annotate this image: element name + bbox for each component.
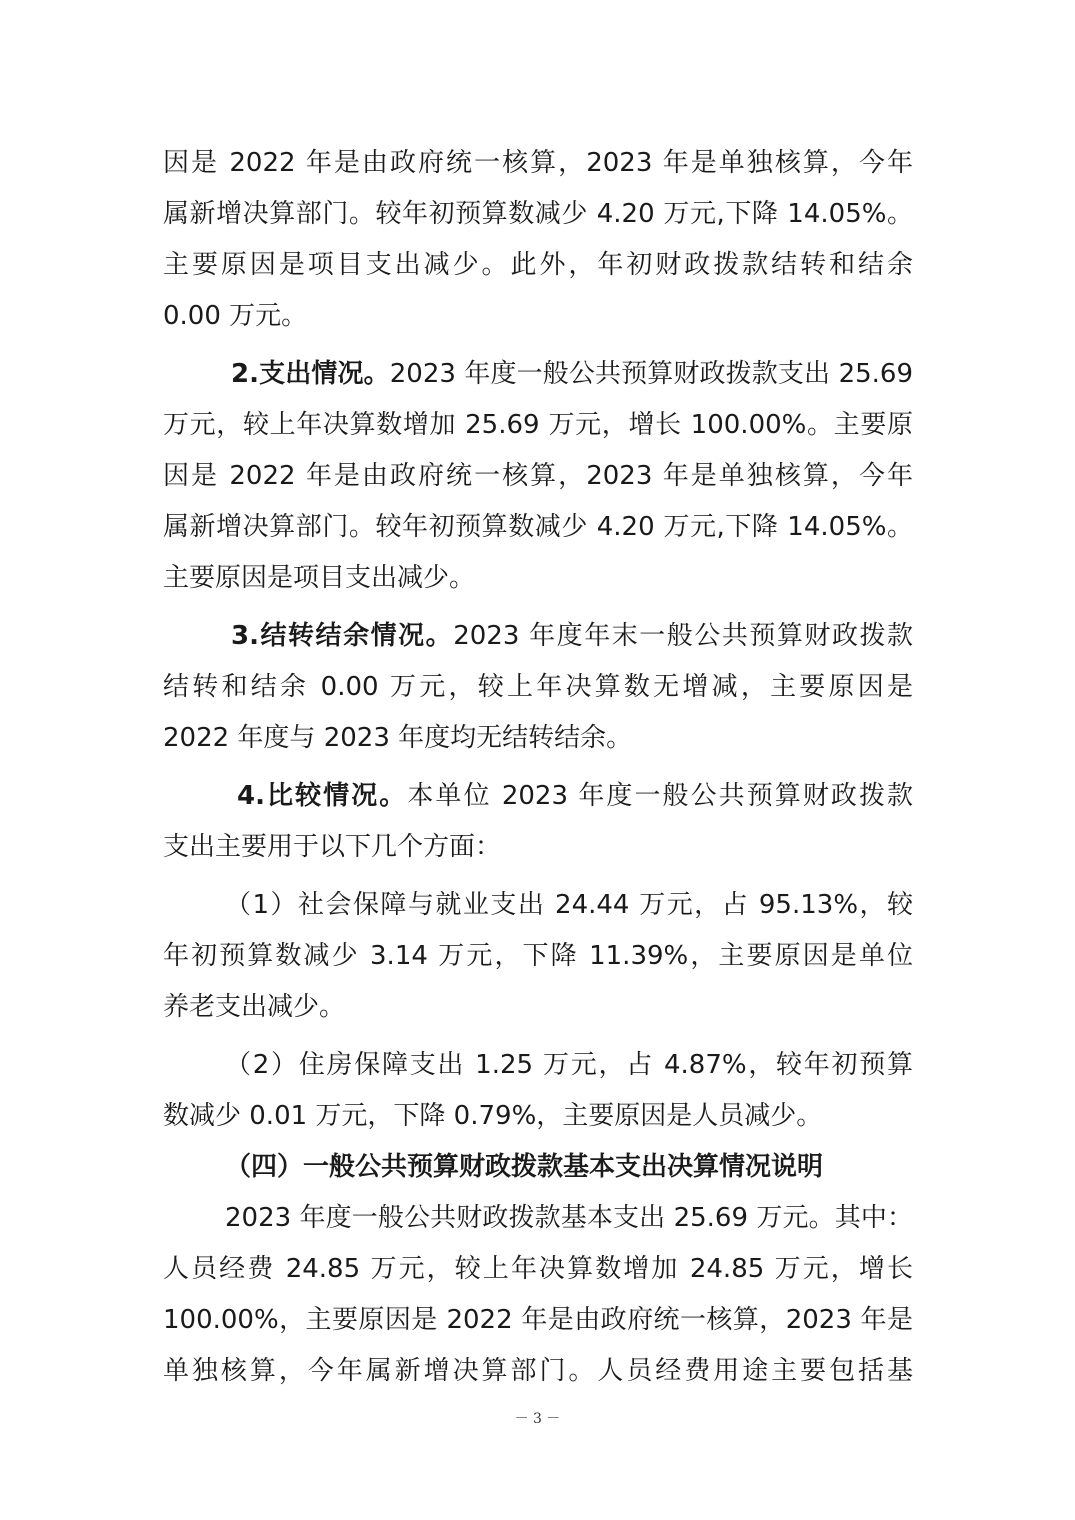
text-line: 2022 年度与 2023 年度均无结转结余。 xyxy=(163,723,633,753)
text-line: 属新增决算部门。较年初预算数减少 4.20 万元,下降 14.05%。 xyxy=(163,512,913,542)
text-line: 主要原因是项目支出减少。 xyxy=(163,563,476,593)
section-heading: （四）一般公共预算财政拨款基本支出决算情况说明 xyxy=(225,1152,824,1182)
text-line: 支出主要用于以下几个方面： xyxy=(163,832,502,862)
text-line: 100.00%，主要原因是 2022 年是由政府统一核算，2023 年是 xyxy=(163,1305,913,1335)
document-body xyxy=(163,138,913,1397)
text-line: （1）社会保障与就业支出 24.44 万元，占 95.13%，较 xyxy=(225,890,913,920)
text-line: 年初预算数减少 3.14 万元，下降 11.39%，主要原因是单位 xyxy=(163,941,913,971)
paragraph-comparison xyxy=(163,771,913,822)
paragraph-carryover xyxy=(163,611,913,662)
text-line: 主要原因是项目支出减少。此外，年初财政拨款结转和结余 xyxy=(163,250,913,280)
text-line: 0.00 万元。 xyxy=(163,301,308,331)
page-number: － 3 － xyxy=(514,1411,561,1427)
text-line: 人员经费 24.85 万元，较上年决算数增加 24.85 万元，增长 xyxy=(163,1254,913,1284)
text-line: 养老支出减少。 xyxy=(163,992,346,1022)
subhead-comparison: 4.比较情况。 xyxy=(237,781,408,811)
text-line: 单独核算，今年属新增决算部门。人员经费用途主要包括基 xyxy=(163,1356,913,1386)
text-line: 2023 年度一般公共预算财政拨款支出 25.69 xyxy=(389,359,913,389)
text-line: 万元，较上年决算数增加 25.69 万元，增长 100.00%。主要原 xyxy=(163,410,913,440)
paragraph-expenditure xyxy=(163,349,913,400)
subhead-carryover: 3.结转结余情况。 xyxy=(231,621,454,651)
text-line: 结转和结余 0.00 万元，较上年决算数无增减，主要原因是 xyxy=(163,672,913,702)
text-line: 因是 2022 年是由政府统一核算，2023 年是单独核算，今年 xyxy=(163,461,913,491)
subhead-expenditure: 2.支出情况。 xyxy=(231,359,390,389)
text-line: （2）住房保障支出 1.25 万元，占 4.87%，较年初预算 xyxy=(225,1050,913,1080)
text-line: 2023 年度年末一般公共预算财政拨款 xyxy=(453,621,913,651)
text-line: 2023 年度一般公共财政拨款基本支出 25.69 万元。其中： xyxy=(225,1203,913,1233)
text-line: 数减少 0.01 万元，下降 0.79%，主要原因是人员减少。 xyxy=(163,1101,823,1131)
text-line: 本单位 2023 年度一般公共预算财政拨款 xyxy=(407,781,914,811)
text-line: 因是 2022 年是由政府统一核算，2023 年是单独核算，今年 xyxy=(163,148,913,178)
text-line: 属新增决算部门。较年初预算数减少 4.20 万元,下降 14.05%。 xyxy=(163,199,913,229)
